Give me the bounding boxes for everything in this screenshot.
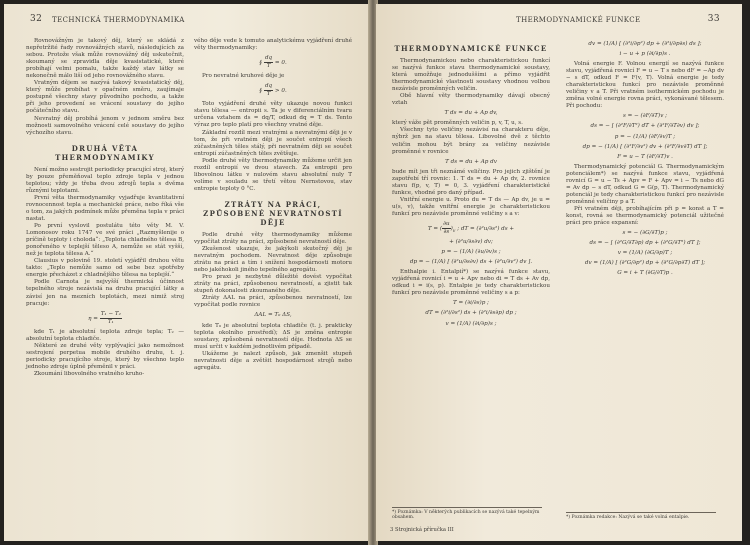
equation-work-loss: ΔAL = T₀ ΔS,	[254, 312, 292, 319]
signature-mark: 3 Strojnická příručka III	[390, 527, 454, 533]
equation-reversible-cycle: ∮ $\frac{dq}{T}$ = 0.	[259, 55, 287, 70]
paragraph: Není možno sestrojit periodicky pracující stroj, který by pouze přeměňoval teplo zdroje tepla v jednou teplotou; vždy je třeba dvou zdrojů tepla s dvěma různými teplotami.	[26, 166, 184, 194]
section-heading: ZTRÁTY NA PRÁCI, ZPŮSOBENÉ NEVRATNOSTÍ DĚJE	[203, 199, 343, 227]
paragraph: Ztráty ΔAL na práci, způsobenou nevratností, lze vypočítat podle rovnice	[194, 295, 352, 309]
paragraph: Vnitřní energie u. Proto du = T ds — Ap dv, je u = u(s, v), takže vnitřní energie je charakteristickou funkcí pro nezávisle proměnné veličiny s a v:	[392, 196, 550, 217]
paragraph: Volná energie F. Volnou energií se nazývá funkce stavu, vyjádřená rovnicí F = u − T s nebo dF = −Ap dv − s dT, odkud F = F(v, T). Volná energie je tedy charakteristickou funkcí pro nezávisle proměnné veličiny v a T. Při vratném isothermickém pochodu je změna volné energie rovna práci, vykonávané tělesem. Při pochodu:	[566, 61, 724, 110]
paragraph: Všechny tyto veličiny nezávisí na charakteru děje, nýbrž jen na stavu tělesa. Libovolné dvě z těchto veličin mohou být brány za veličiny nezávisle proměnné v rovnice	[392, 127, 550, 155]
left-page-column-1	[26, 38, 184, 378]
equation: dv = (1/A) [ (∂²i/∂p²) dp + (∂²i/∂p∂s) ds ];	[588, 41, 702, 47]
equation: s = − (∂G/∂T)p ;	[622, 230, 668, 237]
equation: F = u − T (∂F/∂T)v .	[617, 153, 673, 160]
paragraph: Thermodynamický potenciál G. Thermodynamickým potenciálem*) se nazývá funkce stavu, vyjádřená rovnicí G = u − Ts + Apv = F + Apv = i − Ts nebo dG = Av dp − s dT, odkud G = G(p, T). Thermodynamický potenciál je tedy charakteristickou funkcí pro nezávisle proměnné veličiny p a T.	[566, 163, 724, 205]
paragraph: První věta thermodynamiky vyjadřuje kvantitativní rovnocennost tepla a mechanické práce, nebo říká vše o tom, za jakých podmínek může přeměna tepla v práci nastat.	[26, 194, 184, 222]
paragraph: Podle druhé věty thermodynamiky můžeme určit jen rozdíl entropií ve dvou stavech. Za entropii pro libovolnou látku v nulovém stavu absolutní nuly T volíme v souladu se třetí větou Nernstovou, stav entropie teploty 0 °C.	[194, 157, 352, 192]
section-heading: THERMODYNAMICKÉ FUNKCE	[394, 44, 548, 53]
paragraph: Obě hlavní věty thermodynamiky dávají obecný vztah	[392, 93, 550, 107]
equation: v = (1/A) (∂i/∂p)s ;	[445, 320, 497, 327]
equation: ds = − [ (∂²F/∂T²) dT + (∂²F/∂T∂v) dv ];	[590, 123, 700, 130]
paragraph: Zkoumání libovolného vratného kruho-	[34, 370, 145, 377]
running-head: TECHNICKÁ THERMODYNAMIKA	[52, 16, 185, 24]
equation-efficiency: η = $\frac{\text{T₁ − T₂}}{\text{T₁}}$	[88, 310, 121, 325]
paragraph: Vratným dějem se nazývá takový kvasistatický děj, který může probíhat v opačném směru, zaujímaje postupně všechny stavy původního pochodu, a takže při jeho provedení se vrácení soustavy do jejího počátečního stavu.	[26, 80, 184, 115]
left-page-column-2	[194, 38, 352, 372]
footnote: *) Poznámka: V některých publikacích se nazývá také tepelným obsahem.	[392, 507, 542, 521]
right-page-header	[390, 16, 720, 28]
paragraph: Podle Carnota je nejvyšší thermická účinnost tepelného stroje nezávislá na druhu pracující látky a závisí jen na mezních teplotách, mezi nimiž stroj pracuje:	[26, 279, 184, 307]
paragraph: Thermodynamickou nebo charakteristickou funkcí se nazývá funkce stavu thermodynamické soustavy, která umožňuje jednoduššími a přímo vyjádřit thermodynamické vlastnosti soustavy vhodnou volbou nezávisle proměnných veličin.	[392, 58, 550, 93]
paragraph: Zkušenost ukazuje, že jakýkoli skutečný děj je nevratným pochodem. Nevratnost děje způsobuje ztrátu na práci a tím i snížení hospodárnosti motoru nebo jakéhokoli jiného tepelného agregátu.	[194, 246, 352, 274]
equation: p = − (1/A) (∂u/∂v)s ;	[441, 249, 501, 256]
equation: v = (1/A) (∂G/∂p)T ;	[617, 250, 673, 257]
paragraph: Clausius v polovině 19. století vyjádřil druhou větu takto: „Teplo nemůže samo od sebe bez spotřeby energie přecházet z chladnějšího tělesa na teplejší.“	[26, 258, 184, 279]
page-number: 32	[30, 14, 43, 24]
paragraph: Rovnovážným je takový děj, který se skládá z nepřetržité řady rovnovážných stavů, následujících za sebou. Protože však může rovnovážný děj uskutečnit, skoumaný se zpravidla děje kvasistatické, které probíhají velmi pomalu, takže každý stav látky se nekonečně málo liší od jeho rovnovážného stavu.	[26, 38, 184, 80]
left-page-header	[30, 16, 354, 28]
equation: ds = − [ (∂²G/∂T∂p) dp + (∂²G/∂T²) dT ];	[589, 240, 701, 247]
equation: s = − (∂F/∂T)v ;	[622, 113, 668, 120]
equation: T ds = du + Ap dv,	[444, 110, 498, 117]
section-heading: DRUHÁ VĚTA THERMODYNAMIKY	[55, 143, 155, 162]
equation: dT = (∂²i/∂s²) ds + (∂²i/∂s∂p) dp ;	[425, 310, 517, 317]
paragraph: vého děje vede k tomuto analytickému vyjádření druhé věty thermodynamiky:	[194, 38, 352, 52]
left-page	[4, 4, 370, 541]
paragraph: Nevratný děj probíhá jenom v jednom směru bez možnosti samovolného vrácení celé soustavy do jejího výchozího stavu.	[26, 115, 184, 136]
paragraph: kde T₀ je absolutní teplota chladiče (t. j. prakticky teplota okolního prostředí); ΔS je změna entropie soustavy, způsobená nevratností děje. Hodnota ΔS se musí určit v každém jednotlivém případě.	[194, 322, 352, 350]
equation: T = (∂i/∂s)p ;	[453, 300, 489, 307]
equation: T ds = du + Ap dv	[445, 158, 497, 165]
paragraph: Při vratném ději, probíhajícím při p = konst a T = konst, rovná se thermodynamický potenciál užitečné práci pro práce expansní:	[566, 205, 724, 227]
paragraph: který váže pět proměnných veličin p, v, T, u, s.	[392, 120, 523, 127]
equation: i − u + p (∂i/∂p)s .	[619, 51, 671, 58]
equation: dv = (1/A) [ (∂²G/∂p²) dp + (∂²G/∂p∂T) dT ];	[584, 260, 706, 267]
equation-internal-energy-T: T = ( $\frac{\partial u}{\partial s}$ )$_v$ ; dT = (∂²u/∂s²) ds +	[427, 220, 515, 236]
equation: p = − (1/A) (∂F/∂v)T ;	[614, 133, 676, 140]
paragraph: Podle druhé věty thermodynamiky můžeme vypočítat ztráty na práci, způsobené nevratností děje.	[194, 231, 352, 245]
right-page	[376, 4, 742, 541]
paragraph: Pro nevratné kruhové děje je	[202, 73, 285, 80]
right-page-column-2	[566, 38, 724, 280]
right-page-column-1	[392, 38, 550, 331]
paragraph: Enthalpie i. Entalpií*) se nazývá funkce stavu, vyjádřená rovnicí i = u + Apv nebo di = T ds + Av dp, odkud i = i(s, p). Entalpie je tedy charakteristickou funkcí pro nezávisle proměnné veličiny s a p:	[392, 269, 550, 297]
equation: dp = − (1/A) [ (∂²u/∂s∂v) ds + (∂²u/∂v²) dv ].	[409, 259, 533, 266]
equation: dp = − (1/A) [ (∂²F/∂v²) dv + (∂²F/∂v∂T) dT ];	[582, 143, 708, 150]
paragraph: kde T₁ je absolutní teplota zdroje tepla; T₂ — absolutní teplota chladiče.	[26, 328, 184, 342]
paragraph: Po první vyslovil postulátu této věty M. V. Lomonosov roku 1747 ve své práci „Razmyšlenije o príčině teploty i choloda“: „Teplota chladného tělesa B, ponořeného v teplejší těleso A, nemůže se stát vyšší, než je teplota tělesa A.“	[26, 223, 184, 258]
running-head: THERMODYNAMICKÉ FUNKCE	[516, 16, 641, 24]
paragraph: Některé ze druhé věty vyplývající jako nemožnost sestrojení perpetua mobile druhého druhu, t. j. periodicky pracujícího stroje, který by všechno teplo jednoho zdroje úplně přeměnil v práci.	[26, 342, 184, 370]
paragraph: bude mít jen tři neznámé veličiny. Pro jejich zjištění je zapotřebí tří rovnic: 1. T ds = du + Ap dv, 2. rovnice stavu f(p, v, T) = 0, 3. vyjádření charakteristické funkce, vhodné pro daný případ.	[392, 168, 550, 196]
paragraph: Ukážeme je nalezt způsob, jak zmenšit stupeň nevratnosti děje a zvětšit hospodárnost strojů nebo agregátu.	[194, 350, 352, 371]
paragraph: Základní rozdíl mezi vratnými a nevratnými ději je v tom, že při vratném ději je součet entropií všech zúčastněných těles stálý, při nevratném ději se součet entropií zúčastněných těles zvětšuje.	[194, 129, 352, 157]
equation: + (∂²u/∂s∂v) dv;	[449, 239, 493, 246]
paragraph: Toto vyjádření druhé věty ukazuje novou funkci stavu tělesa — entropii s. Ta je v diferenciálním tvaru určena vztahem ds = dq/T, odkud dq = T ds. Tento výraz pro teplo platí pro všechny vratné děje.	[194, 101, 352, 129]
page-number: 33	[707, 14, 720, 24]
equation: G = i + T (∂G/∂T)p .	[617, 270, 673, 277]
footnote: *) Poznámka redakce: Nazývá se také volná entalpie.	[566, 512, 716, 521]
paragraph: Pro praxi je nezbytné důležité dovést vypočítat ztráty na práci, způsobenou nevratností, a zjistit tak stupeň dokonalosti zkoumaného děje.	[194, 274, 352, 295]
equation-irreversible-cycle: ∮ $\frac{dq}{T}$ > 0.	[259, 83, 287, 98]
